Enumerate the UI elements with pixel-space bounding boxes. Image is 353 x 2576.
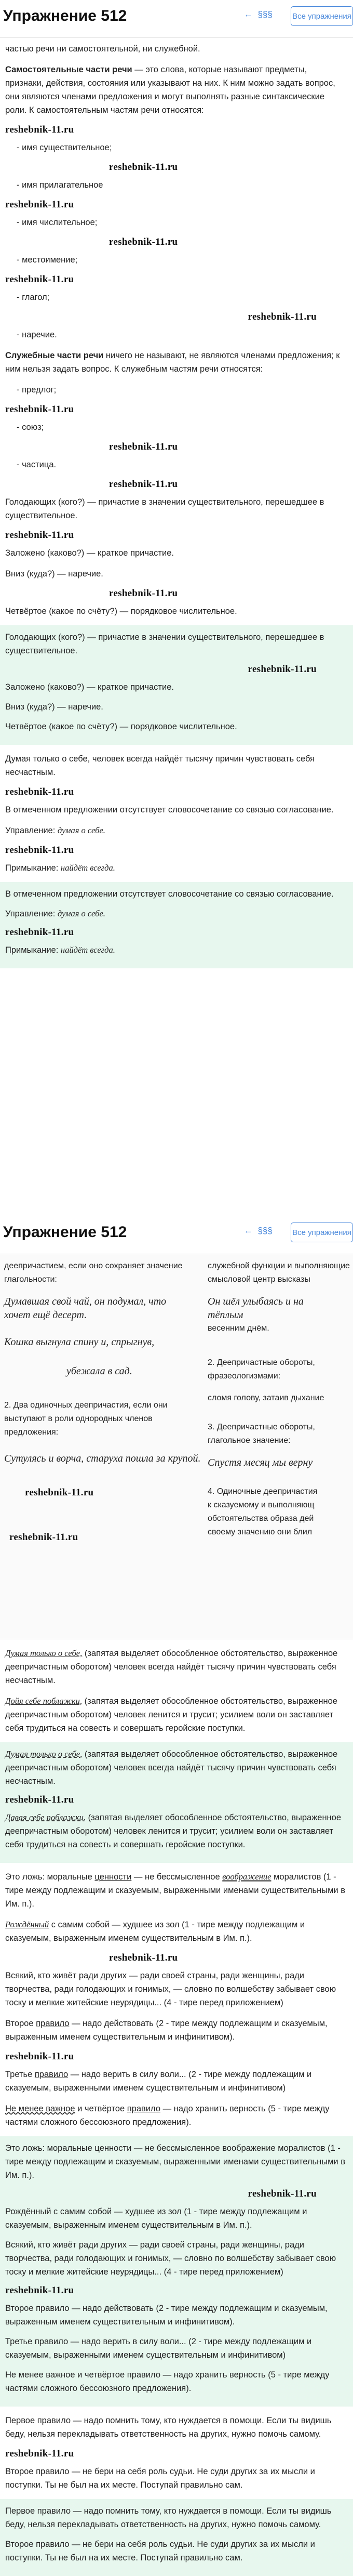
analysis-line: Заложено (каково?) — краткое причастие. (5, 548, 174, 558)
watermark: reshebnik-11.ru (5, 530, 74, 541)
watermark: reshebnik-11.ru (5, 124, 74, 135)
watermark: reshebnik-11.ru (109, 162, 178, 173)
samost-text: — это слова, которые называют предметы, признаки, действия, состояния или указывают на них. К ним можно задать вопрос, они являются членами предложения и могут выполнять разные синтаксические роли. К самостоятельным частям речи относятся: (5, 65, 335, 115)
upravlenie-value: думая о себе. (57, 909, 105, 918)
top-bar (0, 1216, 353, 1254)
watermark: reshebnik-11.ru (109, 1952, 178, 1963)
top-bar (0, 0, 353, 38)
primykanie-line: Примыкание: найдёт всегда. (5, 945, 115, 955)
analysis-line: Второе правило — не бери на себя роль судьи. Не суди других за их мысли и поступки. Ты не был на их месте. Поступай правильно сам. (5, 2540, 315, 2562)
watermark: reshebnik-11.ru (109, 479, 178, 490)
list-item: - глагол; (17, 293, 50, 302)
all-exercises-button[interactable]: Все упражнения (291, 1223, 353, 1242)
watermark: reshebnik-11.ru (109, 236, 178, 247)
analysis-line: Это ложь: моральные ценности — не бессмысленное воображение моралистов (1 - тире между подлежащим и сказуемым, выраженными именами существительными в Им. п.). (5, 1872, 345, 1909)
analysis-line: Рождённый с самим собой — худшее из зол (1 - тире между подлежащим и сказуемым, выраженным именем существительным в Им. п.). (5, 1920, 305, 1943)
watermark: reshebnik-11.ru (5, 2285, 74, 2296)
watermark: reshebnik-11.ru (248, 664, 317, 675)
watermark: reshebnik-11.ru (5, 1794, 74, 1805)
watermark: reshebnik-11.ru (5, 927, 74, 938)
sentence: Дойя себе поблажки, (запятая выделяет обособленное обстоятельство, выраженное деепричастным оборотом) человек ленится и трусит; усилием воли он заставляет себя трудиться на совесть и совершать геройские поступки. (5, 1696, 337, 1733)
image-right-column: служебной функции и выполняющие смысловой центр высказы Он шёл улыбаясь и на тёплым весенним днём. 2. Деепричастные обороты, фразеологизмами: сломя голову, затаив дыхание 3. Деепричастные обороты, глагольное значение: Спустя месяц мы верну 4. Одиночные деепричастия к сказуемому и выполняющ обстоятельства образа дей своему значению они блил (208, 1261, 350, 1536)
note: В отмеченном предложении отсутствует словосочетание со связью согласование. (5, 805, 334, 814)
sluzh-term: Служебные части речи (5, 351, 104, 360)
watermark: reshebnik-11.ru (9, 1532, 78, 1543)
watermark: reshebnik-11.ru (248, 2188, 317, 2199)
sluzh-text: ничего не называют, не являются членами предложения; к ним нельзя задать вопрос. К служебным частям речи относятся: (5, 351, 340, 374)
list-item: - имя числительное; (17, 218, 98, 227)
analysis-line: Вниз (куда?) — наречие. (5, 569, 103, 579)
watermark: reshebnik-11.ru (5, 2448, 74, 2459)
analysis-line: Четвёртое (какое по счёту?) — порядковое числительное. (5, 722, 237, 731)
page-title: Упражнение 512 (3, 1224, 127, 1241)
answer-text (0, 38, 353, 968)
highlight-block (0, 625, 353, 745)
analysis-line: Всякий, кто живёт ради других — ради своей страны, ради женщины, ради творчества, ради голодающих и гонимых, — словно по волшебству забывает свою тоску и мелкие житейские неурядицы... (4 - тире перед приложением) (5, 1971, 336, 2007)
watermark: reshebnik-11.ru (109, 588, 178, 599)
analysis-line: Рождённый с самим собой — худшее из зол (1 - тире между подлежащим и сказуемым, выраженным именем существительным в Им. п.). (5, 2207, 307, 2230)
watermark: reshebnik-11.ru (109, 441, 178, 452)
analysis-line: Не менее важное и четвёртое правило — надо хранить верность (5 - тире между частями сложного бессоюзного предложения). (5, 2370, 330, 2393)
watermark: reshebnik-11.ru (5, 845, 74, 856)
list-item: - местоимение; (17, 255, 78, 265)
watermark: reshebnik-11.ru (5, 274, 74, 285)
watermark: reshebnik-11.ru (25, 1487, 94, 1498)
list-item: - имя существительное; (17, 143, 112, 152)
list-item: - союз; (17, 423, 44, 432)
analysis-line: Это ложь: моральные ценности — не бессмысленное воображение моралистов (1 - тире между подлежащим и сказуемым, выраженными именами существительными в Им. п.). (5, 2144, 345, 2180)
analysis-line: Четвёртое (какое по счёту?) — порядковое числительное. (5, 607, 237, 616)
analysis-line: Второе правило — надо действовать (2 - тире между подлежащим и сказуемым, выраженным именем существительным и инфинитивом). (5, 2019, 328, 2042)
sentence: Думая только о себе, (запятая выделяет обособленное обстоятельство, выраженное деепричастным оборотом) человек всегда найдёт тысячу причин чувствовать себя несчастным. (5, 1749, 338, 1786)
analysis-line: Второе правило — надо действовать (2 - тире между подлежащим и сказуемым, выраженным именем существительным и инфинитивом). (5, 2304, 328, 2327)
watermark: reshebnik-11.ru (5, 2051, 74, 2062)
list-item: - наречие. (17, 330, 57, 339)
primykanie-value: найдёт всегда. (60, 945, 115, 955)
page-title: Упражнение 512 (3, 7, 127, 24)
highlight-block (0, 2136, 353, 2407)
analysis-line: Второе правило — не бери на себя роль судьи. Не суди других за их мысли и поступки. Ты не был на их месте. Поступай правильно сам. (5, 2467, 315, 2490)
sentence: Думая только о себе, человек всегда найдёт тысячу причин чувствовать себя несчастным. (5, 754, 315, 777)
primykanie-value: найдёт всегда. (60, 863, 115, 873)
back-link[interactable]: ← §§§ (244, 1226, 273, 1236)
list-item: - частица. (17, 460, 57, 469)
analysis-line: Вниз (куда?) — наречие. (5, 702, 103, 712)
analysis-line: Всякий, кто живёт ради других — ради своей страны, ради женщины, ради творчества, ради голодающих и гонимых, — словно по волшебству забывает свою тоску и мелкие житейские неурядицы... (4 - тире перед приложением) (5, 2240, 336, 2277)
list-item: - предлог; (17, 385, 57, 395)
intro-cut-text: частью речи ни самостоятельной, ни служебной. (5, 44, 200, 54)
analysis-line: Голодающих (кого?) — причастие в значении существительного, перешедшее в существительное. (5, 497, 324, 520)
samost-paragraph (5, 63, 348, 117)
sluzh-paragraph (5, 349, 348, 376)
all-exercises-button[interactable]: Все упражнения (291, 6, 353, 26)
sentence: Давая себе поблажки, (запятая выделяет обособленное обстоятельство, выраженное деепричастным оборотом) человек ленится и трусит; усилием воли он заставляет себя трудиться на совесть и совершать геройские поступки. (5, 1812, 342, 1849)
watermark: reshebnik-11.ru (5, 199, 74, 210)
note: В отмеченном предложении отсутствует словосочетание со связью согласование. (5, 889, 334, 899)
highlight-block (0, 1742, 353, 1863)
answer-text (0, 1639, 353, 2576)
exercise-panel-1 (0, 0, 353, 1216)
highlight-block (0, 2499, 353, 2576)
analysis-line: Не менее важное и четвёртое правило — надо хранить верность (5 - тире между частями сложного бессоюзного предложения). (5, 2104, 330, 2127)
watermark: reshebnik-11.ru (248, 311, 317, 322)
analysis-line: Третье правило — надо верить в силу воли... (2 - тире между подлежащим и сказуемым, выраженными именем существительным и инфинитивом) (5, 2070, 312, 2093)
samost-term: Самостоятельные части речи (5, 65, 132, 74)
upravlenie-line: Управление: думая о себе. (5, 909, 105, 918)
analysis-line: Заложено (каково?) — краткое причастие. (5, 682, 174, 692)
watermark: reshebnik-11.ru (5, 786, 74, 797)
textbook-image (0, 1254, 353, 1639)
list-item: - имя прилагательное (17, 180, 103, 190)
watermark: reshebnik-11.ru (5, 404, 74, 415)
back-link[interactable]: ← §§§ (244, 9, 273, 19)
analysis-line: Первое правило — надо помнить тому, кто нуждается в помощи. Если ты видишь беду, нельзя перекладывать ответственность на других, нужно помочь самому. (5, 2416, 332, 2439)
exercise-panel-2 (0, 1216, 353, 2562)
upravlenie-value: думая о себе. (57, 825, 105, 835)
highlight-block (0, 882, 353, 968)
primykanie-line: Примыкание: найдёт всегда. (5, 863, 115, 873)
upravlenie-line: Управление: думая о себе. (5, 825, 105, 835)
sentence: Думая только о себе, (запятая выделяет обособленное обстоятельство, выраженное деепричастным оборотом) человек всегда найдёт тысячу причин чувствовать себя несчастным. (5, 1648, 338, 1685)
analysis-line: Третье правило — надо верить в силу воли... (2 - тире между подлежащим и сказуемым, выраженными именем существительным и инфинитивом) (5, 2337, 312, 2360)
image-left-column: деепричастием, если оно сохраняет значение глагольности: Думавшая свой чай, он подумал, что хочет ещё десерт. Кошка выгнула спину и, спрыгнув, убежала в сад. 2. Два одиночных деепричастия, если они выступают в роли однородных членов предложения: Сутулясь и ворча, старуха пошла за крупой. reshebnik-11.ru reshebnik-11.ru (4, 1259, 201, 1548)
analysis-line: Первое правило — надо помнить тому, кто нуждается в помощи. Если ты видишь беду, нельзя перекладывать ответственность на других, нужно помочь самому. (5, 2506, 332, 2529)
analysis-line: Голодающих (кого?) — причастие в значении существительного, перешедшее в существительное. (5, 633, 324, 655)
